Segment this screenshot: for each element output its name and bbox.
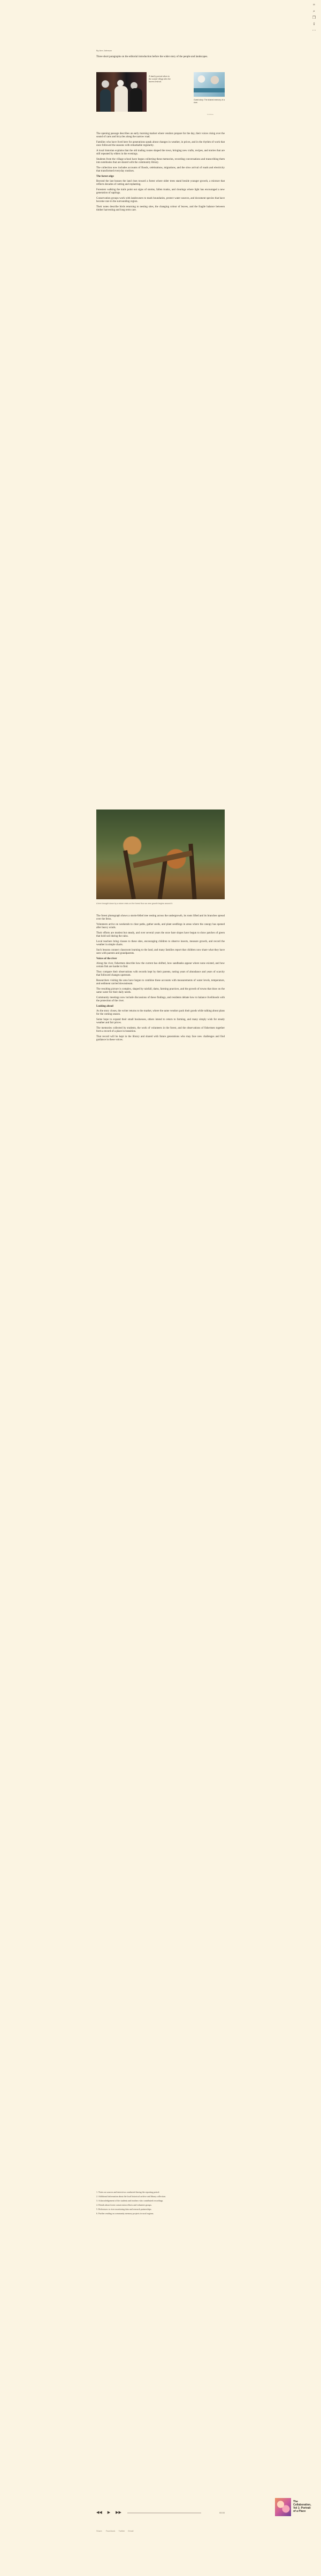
body-paragraph: The collection now includes accounts of floods, celebrations, migrations, and the slow arrival of roads and electricity that transformed everyday routines. bbox=[96, 167, 225, 173]
body-paragraph: They compare their observations with records kept by their parents, noting years of abundance and years of scarcity that followed changes upstream. bbox=[96, 971, 225, 977]
footnote: 4. Details about forest conservation efforts and volunteer groups. bbox=[96, 2204, 152, 2206]
body-paragraph: The opening passage describes an early morning market where vendors prepare for the day, their voices rising over the sound of carts and bicycles along the narrow road. bbox=[96, 133, 225, 138]
body-paragraph: As the story closes, the writer returns to the market, where the same vendors pack their goods while talking about plans for the coming season. bbox=[96, 1010, 225, 1016]
photo-caption: A family portrait taken in the coastal village after the harvest festival. bbox=[149, 75, 171, 83]
rewind-icon[interactable]: ◀◀ bbox=[96, 2510, 102, 2515]
tree-trunk bbox=[158, 858, 168, 899]
section-heading: Voices of the river bbox=[96, 958, 117, 960]
body-paragraph: Such lessons connect classroom learning to the land, and many families report that children now share what they have seen with parents and grandparents. bbox=[96, 949, 225, 955]
share-icon[interactable]: ⇪ bbox=[312, 22, 316, 26]
body-paragraph: The memories collected by students, the work of volunteers in the forest, and the observations of fishermen together form a record of a place in transition. bbox=[96, 1027, 225, 1033]
more-icon[interactable]: ⋯ bbox=[312, 28, 316, 33]
body-paragraph: Along the river, fishermen describe how the current has shifted, how sandbanks appear where none existed, and how certain fish are harder to find. bbox=[96, 962, 225, 968]
footnote: 1. Notes on sources and interviews conducted during the reporting period. bbox=[96, 2191, 160, 2193]
share-row bbox=[96, 2530, 225, 2532]
card-band bbox=[194, 88, 225, 92]
forest-photo bbox=[96, 810, 225, 899]
body-paragraph: Their efforts are modest but steady, and over several years the once bare slopes have begun to show patches of green that hold soil during the rains. bbox=[96, 932, 225, 938]
section-heading: The forest edge bbox=[96, 175, 114, 178]
body-paragraph: Researchers visiting the area have begun to combine these accounts with measurements of water levels, temperature, and sediment carried downstream. bbox=[96, 979, 225, 985]
promo-thumbnail[interactable] bbox=[275, 2498, 291, 2516]
promo-card[interactable] bbox=[275, 2498, 314, 2516]
share-twitter-link[interactable]: Twitter bbox=[118, 2530, 125, 2532]
body-paragraph: Some hope to expand their small businesses, others intend to return to farming, and many simply wish for steady weather and fair prices. bbox=[96, 1018, 225, 1024]
related-story-card[interactable] bbox=[194, 72, 225, 97]
audio-controls bbox=[96, 2511, 121, 2515]
body-paragraph: Families who have lived here for generations speak about changes in weather, in prices, and in the rhythm of work that once followed the seasons with remarkable regularity. bbox=[96, 141, 225, 147]
body-paragraph: That record will be kept in the library and shared with future generations who may face new challenges and find guidance in these voices. bbox=[96, 1036, 225, 1041]
share-facebook-link[interactable]: Facebook bbox=[105, 2530, 116, 2532]
audio-player bbox=[96, 2509, 225, 2516]
footnotes bbox=[96, 2191, 225, 2216]
body-paragraph: The forest photograph shows a storm-felled tree resting across the undergrowth, its roots lifted and its branches spread over the ferns. bbox=[96, 915, 225, 921]
forest-photo-caption: A tree brought down by a storm rests on the forest floor as new growth begins around it. bbox=[96, 902, 173, 905]
share-label: Share bbox=[96, 2530, 102, 2532]
body-paragraph: Conservation groups work with landowners to mark boundaries, protect water sources, and document species that have become rare in the surrounding region. bbox=[96, 197, 225, 203]
portrait-person bbox=[114, 86, 128, 112]
audio-timeline[interactable] bbox=[127, 2512, 201, 2513]
lead-figures bbox=[96, 72, 225, 115]
body-paragraph: Beyond the last houses the land rises toward a forest where older trees stand beside younger growth, a mixture that reflects decades of cutting and replanting. bbox=[96, 180, 225, 186]
article-body-continued bbox=[96, 915, 225, 1044]
footnote: 5. References to river monitoring data and research partnerships. bbox=[96, 2208, 152, 2211]
byline: By Ann Johnson bbox=[96, 49, 112, 52]
forward-icon[interactable]: ▶▶ bbox=[116, 2510, 121, 2515]
play-icon[interactable]: ▶ bbox=[107, 2510, 111, 2515]
article-body bbox=[96, 133, 225, 214]
body-paragraph: Community meetings now include discussions of these findings, and residents debate how to balance livelihoods with the protection of the river. bbox=[96, 997, 225, 1002]
search-icon[interactable]: ⌕ bbox=[313, 9, 315, 13]
body-paragraph: Volunteers arrive on weekends to clear paths, gather seeds, and plant seedlings in areas where the canopy has opened after heavy winds. bbox=[96, 923, 225, 929]
body-paragraph: A local historian explains that the old trading routes shaped the town, bringing new crafts, recipes, and stories that are still repeated by elders in the evenings. bbox=[96, 150, 225, 155]
body-paragraph: Students from the village school have begun collecting these memories, recording conversations and transcribing them into notebooks that are shared with the community library. bbox=[96, 158, 225, 164]
related-story-caption[interactable]: Guest story: The shared memory of a river. bbox=[194, 99, 225, 104]
portrait-person bbox=[100, 89, 111, 112]
body-paragraph: The resulting picture is complex, shaped by rainfall, dams, farming practices, and the growth of towns that draw on the same water for their daily needs. bbox=[96, 988, 225, 994]
body-paragraph: Their notes describe birds returning to nesting sites, the changing colour of leaves, and the fragile balance between timber harvesting and long term care. bbox=[96, 206, 225, 212]
family-portrait-photo bbox=[96, 72, 147, 112]
body-paragraph: Foresters walking the trails point out signs of storms, fallen trunks, and clearings where light has encouraged a new generation of saplings. bbox=[96, 189, 225, 194]
continue-link[interactable]: Continue bbox=[207, 113, 214, 115]
share-email-link[interactable]: Email bbox=[128, 2530, 134, 2532]
audio-timecode: 00:00 bbox=[219, 2511, 225, 2514]
tree-trunk bbox=[123, 850, 136, 899]
section-heading: Looking ahead bbox=[96, 1005, 113, 1008]
article-intro: Three short paragraphs on the editorial introduction before the wider story of the people and landscapes. bbox=[96, 56, 208, 58]
side-toolbar bbox=[311, 3, 317, 33]
portrait-person bbox=[130, 88, 142, 112]
bookmark-icon[interactable]: ❐ bbox=[312, 15, 316, 20]
body-paragraph: Local teachers bring classes to these sites, encouraging children to observe insects, measure growth, and record the weather in simple charts. bbox=[96, 940, 225, 946]
footnote: 3. Acknowledgement of the students and teachers who contributed recordings. bbox=[96, 2199, 164, 2202]
footnote: 6. Further reading on community memory projects in rural regions. bbox=[96, 2212, 154, 2215]
promo-title[interactable]: The Collaboration, Vol 1: Portrait of a Place bbox=[293, 2500, 311, 2513]
menu-icon[interactable]: ≡ bbox=[313, 3, 315, 7]
footnote: 2. Additional information about the local historical archive and library collection. bbox=[96, 2195, 166, 2198]
